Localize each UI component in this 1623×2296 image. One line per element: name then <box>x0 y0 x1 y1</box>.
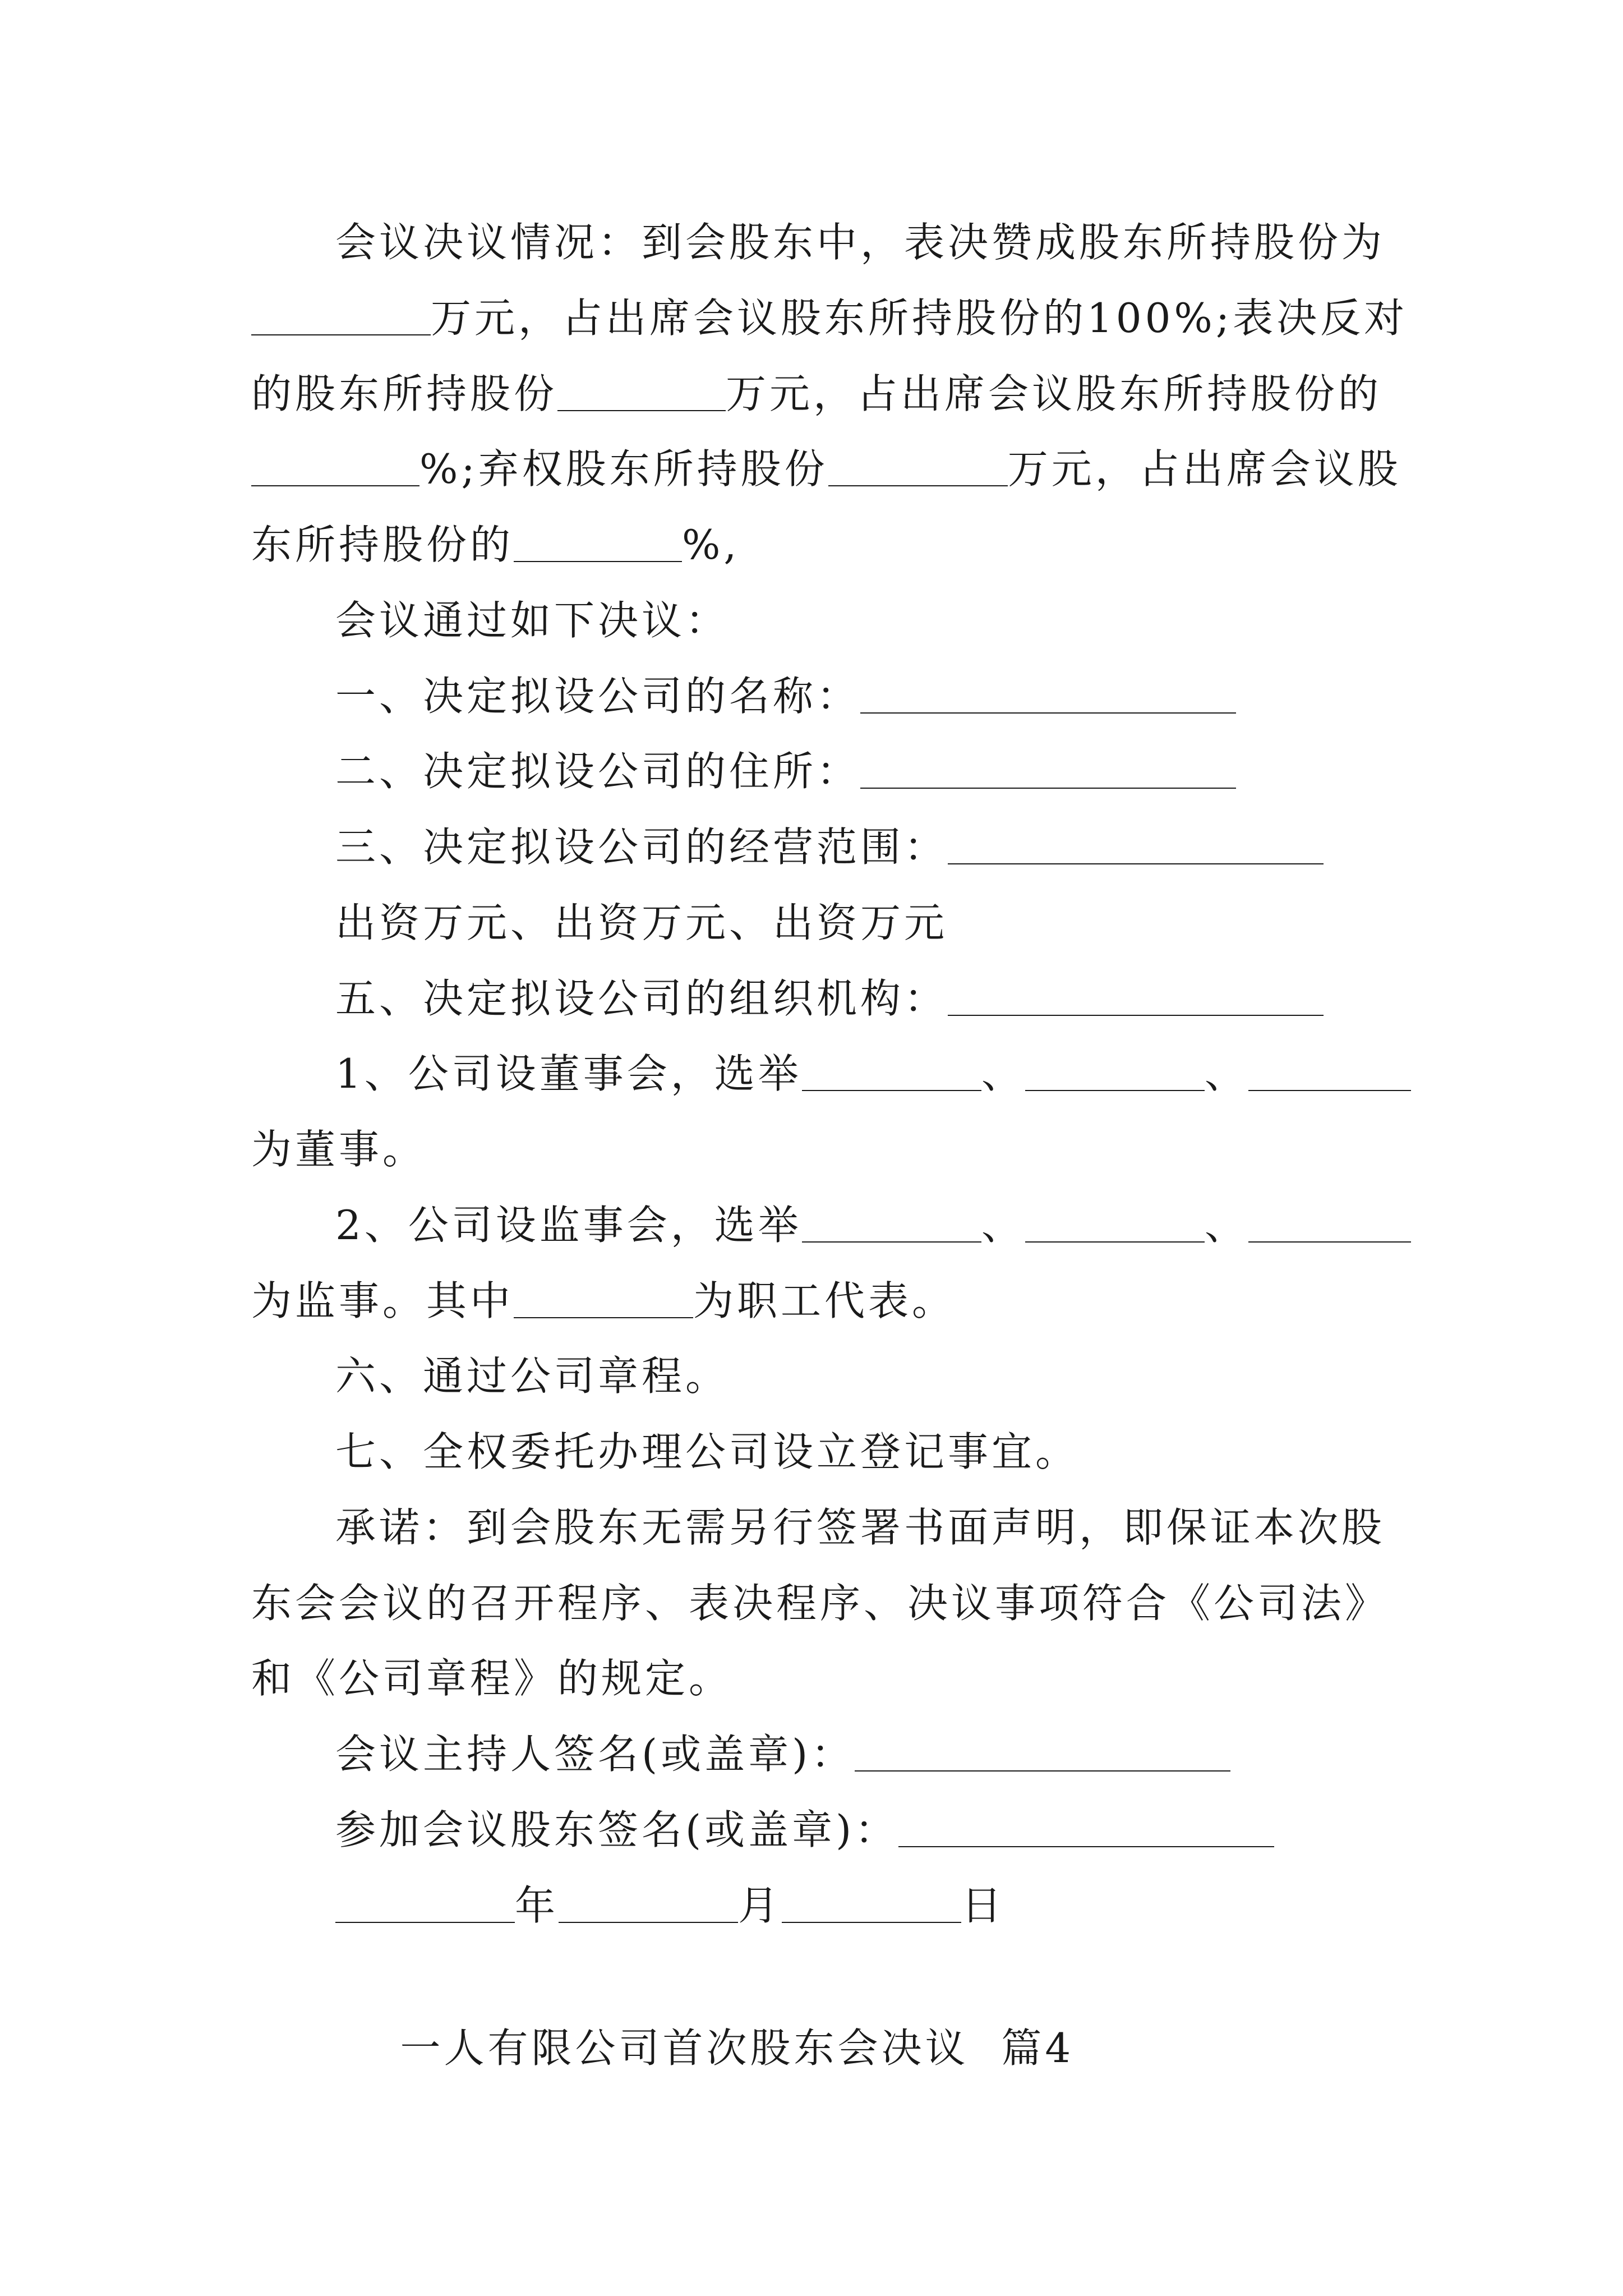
day-blank[interactable] <box>782 1886 961 1923</box>
year-label: 年 <box>515 1882 559 1929</box>
fill-blank[interactable] <box>251 298 431 335</box>
fill-blank[interactable] <box>802 1205 981 1243</box>
shareholder-signature-line <box>335 1796 1513 1864</box>
resolutions-intro-text: 会议通过如下决议： <box>335 597 730 644</box>
resolution-text: 万元，占出席会议股 <box>1007 445 1401 493</box>
resolution-text: %;弃权股东所持股份 <box>419 445 828 493</box>
fill-blank[interactable] <box>860 677 1236 714</box>
resolution-line-1 <box>335 209 1513 276</box>
item-text: 三、决定拟设公司的经营范围： <box>335 823 948 871</box>
separator: 、 <box>981 1202 1025 1249</box>
signature-blank[interactable] <box>855 1734 1230 1772</box>
commitment-line-1 <box>335 1494 1513 1561</box>
host-signature-label: 会议主持人签名(或盖章)： <box>335 1731 855 1778</box>
supervisors-prefix: 2、公司设监事会，选举 <box>335 1202 802 1249</box>
resolution-text: 万元，占出席会议股东所持股份的 <box>726 370 1382 417</box>
date-line <box>335 1872 1513 1939</box>
fill-blank[interactable] <box>860 752 1236 789</box>
section-title-text: 一人有限公司首次股东会决议 篇4 <box>400 2024 1075 2072</box>
year-blank[interactable] <box>335 1886 515 1923</box>
fill-blank[interactable] <box>948 827 1324 864</box>
item-text: 七、全权委托办理公司设立登记事宜。 <box>335 1428 1080 1475</box>
resolution-item-7 <box>335 1418 1513 1485</box>
commitment-text: 承诺：到会股东无需另行签署书面声明，即保证本次股 <box>335 1504 1386 1551</box>
fill-blank[interactable] <box>802 1054 981 1091</box>
capital-line <box>335 889 1513 956</box>
fill-blank[interactable] <box>514 1281 693 1318</box>
resolution-text: 会议决议情况：到会股东中，表决赞成股东所持股份为 <box>335 219 1386 266</box>
host-signature-line <box>335 1720 1513 1788</box>
resolutions-intro <box>335 587 1513 654</box>
fill-blank[interactable] <box>828 449 1008 486</box>
item-text: 五、决定拟设公司的组织机构： <box>335 975 948 1022</box>
day-label: 日 <box>961 1882 1006 1929</box>
commitment-text: 东会会议的召开程序、表决程序、决议事项符合《公司法》 <box>251 1580 1389 1627</box>
board-line <box>335 1040 1513 1107</box>
supervisors-line <box>335 1191 1513 1259</box>
board-suffix-line <box>251 1116 1429 1183</box>
item-text: 一、决定拟设公司的名称： <box>335 673 861 720</box>
supervisors-suffix: 为监事。其中 <box>251 1277 514 1324</box>
next-section-title <box>335 1947 1513 2072</box>
commitment-text: 和《公司章程》的规定。 <box>251 1655 733 1702</box>
resolution-item-6 <box>335 1342 1513 1410</box>
resolution-item-1 <box>335 662 1513 730</box>
signature-blank[interactable] <box>898 1810 1274 1847</box>
fill-blank[interactable] <box>1248 1054 1411 1091</box>
fill-blank[interactable] <box>1248 1205 1411 1243</box>
fill-blank[interactable] <box>514 525 682 562</box>
board-prefix: 1、公司设董事会，选举 <box>335 1050 802 1097</box>
resolution-item-5 <box>335 965 1513 1032</box>
resolution-item-2 <box>335 738 1513 805</box>
fill-blank[interactable] <box>1025 1054 1205 1091</box>
fill-blank[interactable] <box>1025 1205 1205 1243</box>
resolution-line-3 <box>251 360 1429 427</box>
fill-blank[interactable] <box>251 449 419 486</box>
resolution-line-4 <box>251 435 1429 503</box>
board-suffix: 为董事。 <box>251 1126 427 1173</box>
resolution-item-3 <box>335 813 1513 881</box>
supervisors-suffix-line <box>251 1267 1429 1335</box>
resolution-text: %, <box>682 521 740 568</box>
resolution-line-5 <box>251 511 1429 578</box>
item-text: 六、通过公司章程。 <box>335 1352 730 1400</box>
commitment-line-2 <box>251 1570 1429 1637</box>
month-blank[interactable] <box>559 1886 738 1923</box>
supervisors-suffix: 为职工代表。 <box>693 1277 956 1324</box>
capital-text: 出资万元、出资万元、出资万元 <box>335 899 948 946</box>
separator: 、 <box>981 1050 1025 1097</box>
resolution-text: 的股东所持股份 <box>251 370 558 417</box>
commitment-line-3 <box>251 1645 1429 1712</box>
fill-blank[interactable] <box>948 979 1324 1016</box>
separator: 、 <box>1204 1050 1248 1097</box>
month-label: 月 <box>738 1882 782 1929</box>
fill-blank[interactable] <box>557 374 726 411</box>
shareholder-signature-label: 参加会议股东签名(或盖章)： <box>335 1806 899 1853</box>
item-text: 二、决定拟设公司的住所： <box>335 748 861 795</box>
resolution-text: 东所持股份的 <box>251 521 514 568</box>
resolution-line-2 <box>251 284 1429 352</box>
separator: 、 <box>1204 1202 1248 1249</box>
resolution-text: 万元，占出席会议股东所持股份的100%;表决反对 <box>431 295 1408 342</box>
